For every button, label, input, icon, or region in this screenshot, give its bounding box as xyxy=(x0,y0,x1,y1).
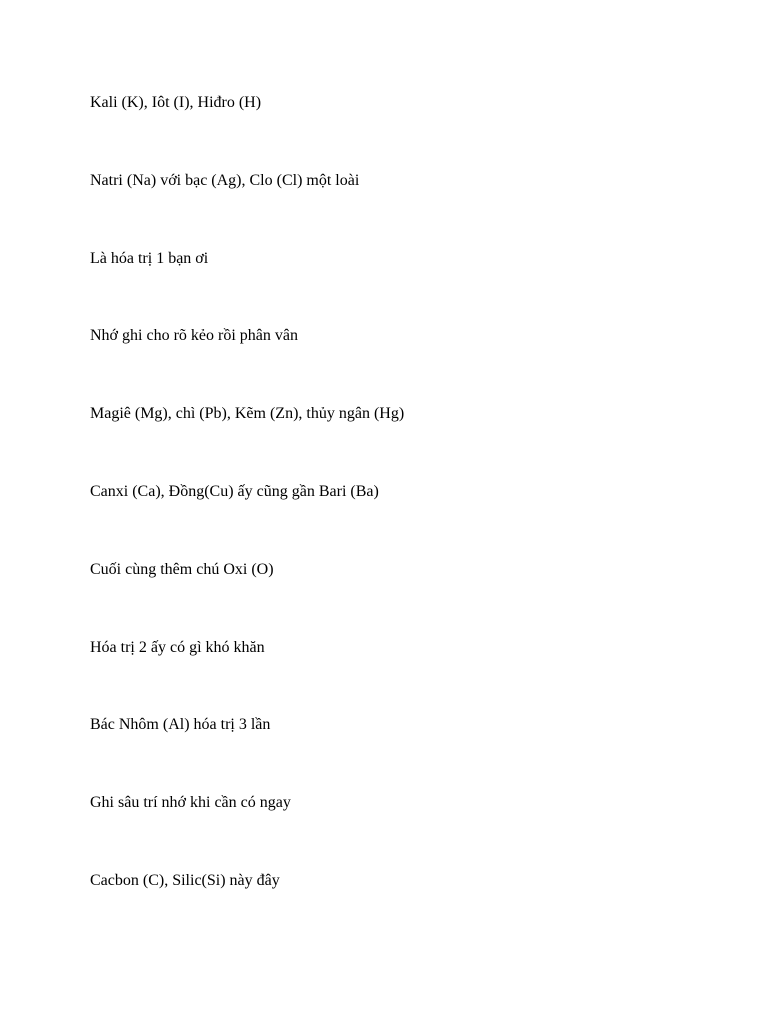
poem-line: Nhớ ghi cho rõ kẻo rồi phân vân xyxy=(90,327,298,345)
poem-line: Kali (K), Iôt (I), Hiđro (H) xyxy=(90,94,262,111)
poem-line: Ghi sâu trí nhớ khi cần có ngay xyxy=(90,794,291,812)
poem-line: Magiê (Mg), chì (Pb), Kẽm (Zn), thủy ngân (Hg) xyxy=(90,405,405,423)
poem-line: Hóa trị 2 ấy có gì khó khăn xyxy=(90,638,265,656)
poem-line: Canxi (Ca), Đồng(Cu) ấy cũng gần Bari (Ba) xyxy=(90,482,379,500)
poem-lines xyxy=(90,92,404,948)
poem-line: Là hóa trị 1 bạn ơi xyxy=(90,249,209,267)
poem-line: Natri (Na) với bạc (Ag), Clo (Cl) một loài xyxy=(90,171,360,189)
poem-line: Bác Nhôm (Al) hóa trị 3 lần xyxy=(90,716,271,734)
poem-line: Cuối cùng thêm chú Oxi (O) xyxy=(90,560,274,578)
poem-line: Cacbon (C), Silic(Si) này đây xyxy=(90,871,280,889)
